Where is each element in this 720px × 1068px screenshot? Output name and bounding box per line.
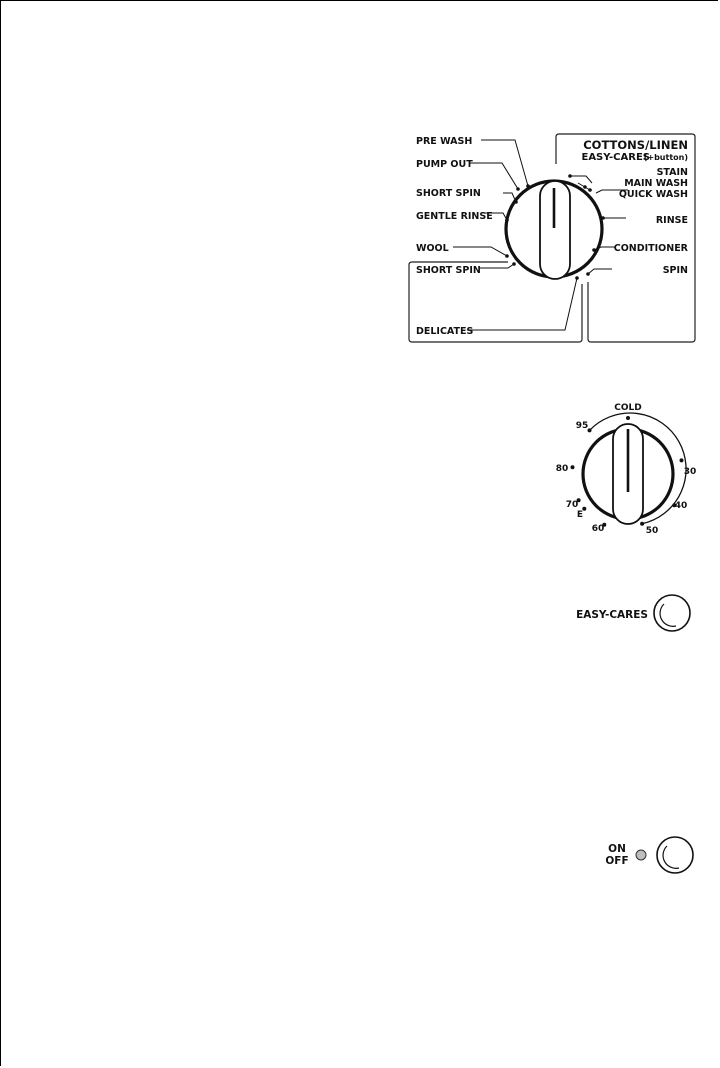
on-off-button-group [605,837,693,873]
temp-label-40: 40 [674,501,688,511]
easy-cares-label: EASY-CARES [576,609,648,621]
label-pump-out: PUMP OUT [416,159,473,170]
on-label: ON [608,843,626,855]
label-plus-button: (+button) [643,153,688,162]
label-cottons-linen: COTTONS/LINEN [583,138,688,152]
off-label: OFF [605,855,629,867]
label-rinse: RINSE [655,215,688,226]
temperature-dial-group [556,403,697,536]
easy-cares-button-group [576,595,690,631]
temp-label-60: 60 [591,524,605,534]
power-indicator-light [636,850,646,860]
label-delicates: DELICATES [416,326,474,337]
temp-label-e: E [576,510,584,520]
label-main-wash: MAIN WASH [624,178,688,189]
temp-label-cold: COLD [614,403,642,413]
temp-label-95: 95 [575,421,589,431]
label-quick-wash: QUICK WASH [618,189,688,200]
temp-label-30: 30 [683,467,697,477]
temp-label-70: 70 [565,500,579,510]
label-short-spin-lower: SHORT SPIN [416,265,481,276]
label-easy-cares-header: EASY-CARES [581,152,650,163]
label-conditioner: CONDITIONER [613,243,688,254]
label-gentle-rinse: GENTLE RINSE [416,211,493,222]
temp-label-50: 50 [645,526,659,536]
label-pre-wash: PRE WASH [416,136,473,147]
label-spin: SPIN [662,265,688,276]
label-stain: STAIN [656,167,688,178]
label-wool: WOOL [416,243,449,254]
on-off-button[interactable] [657,837,693,873]
temp-label-80: 80 [555,464,569,474]
label-short-spin-upper: SHORT SPIN [416,188,481,199]
easy-cares-button[interactable] [654,595,690,631]
programme-dial-group [409,134,695,342]
